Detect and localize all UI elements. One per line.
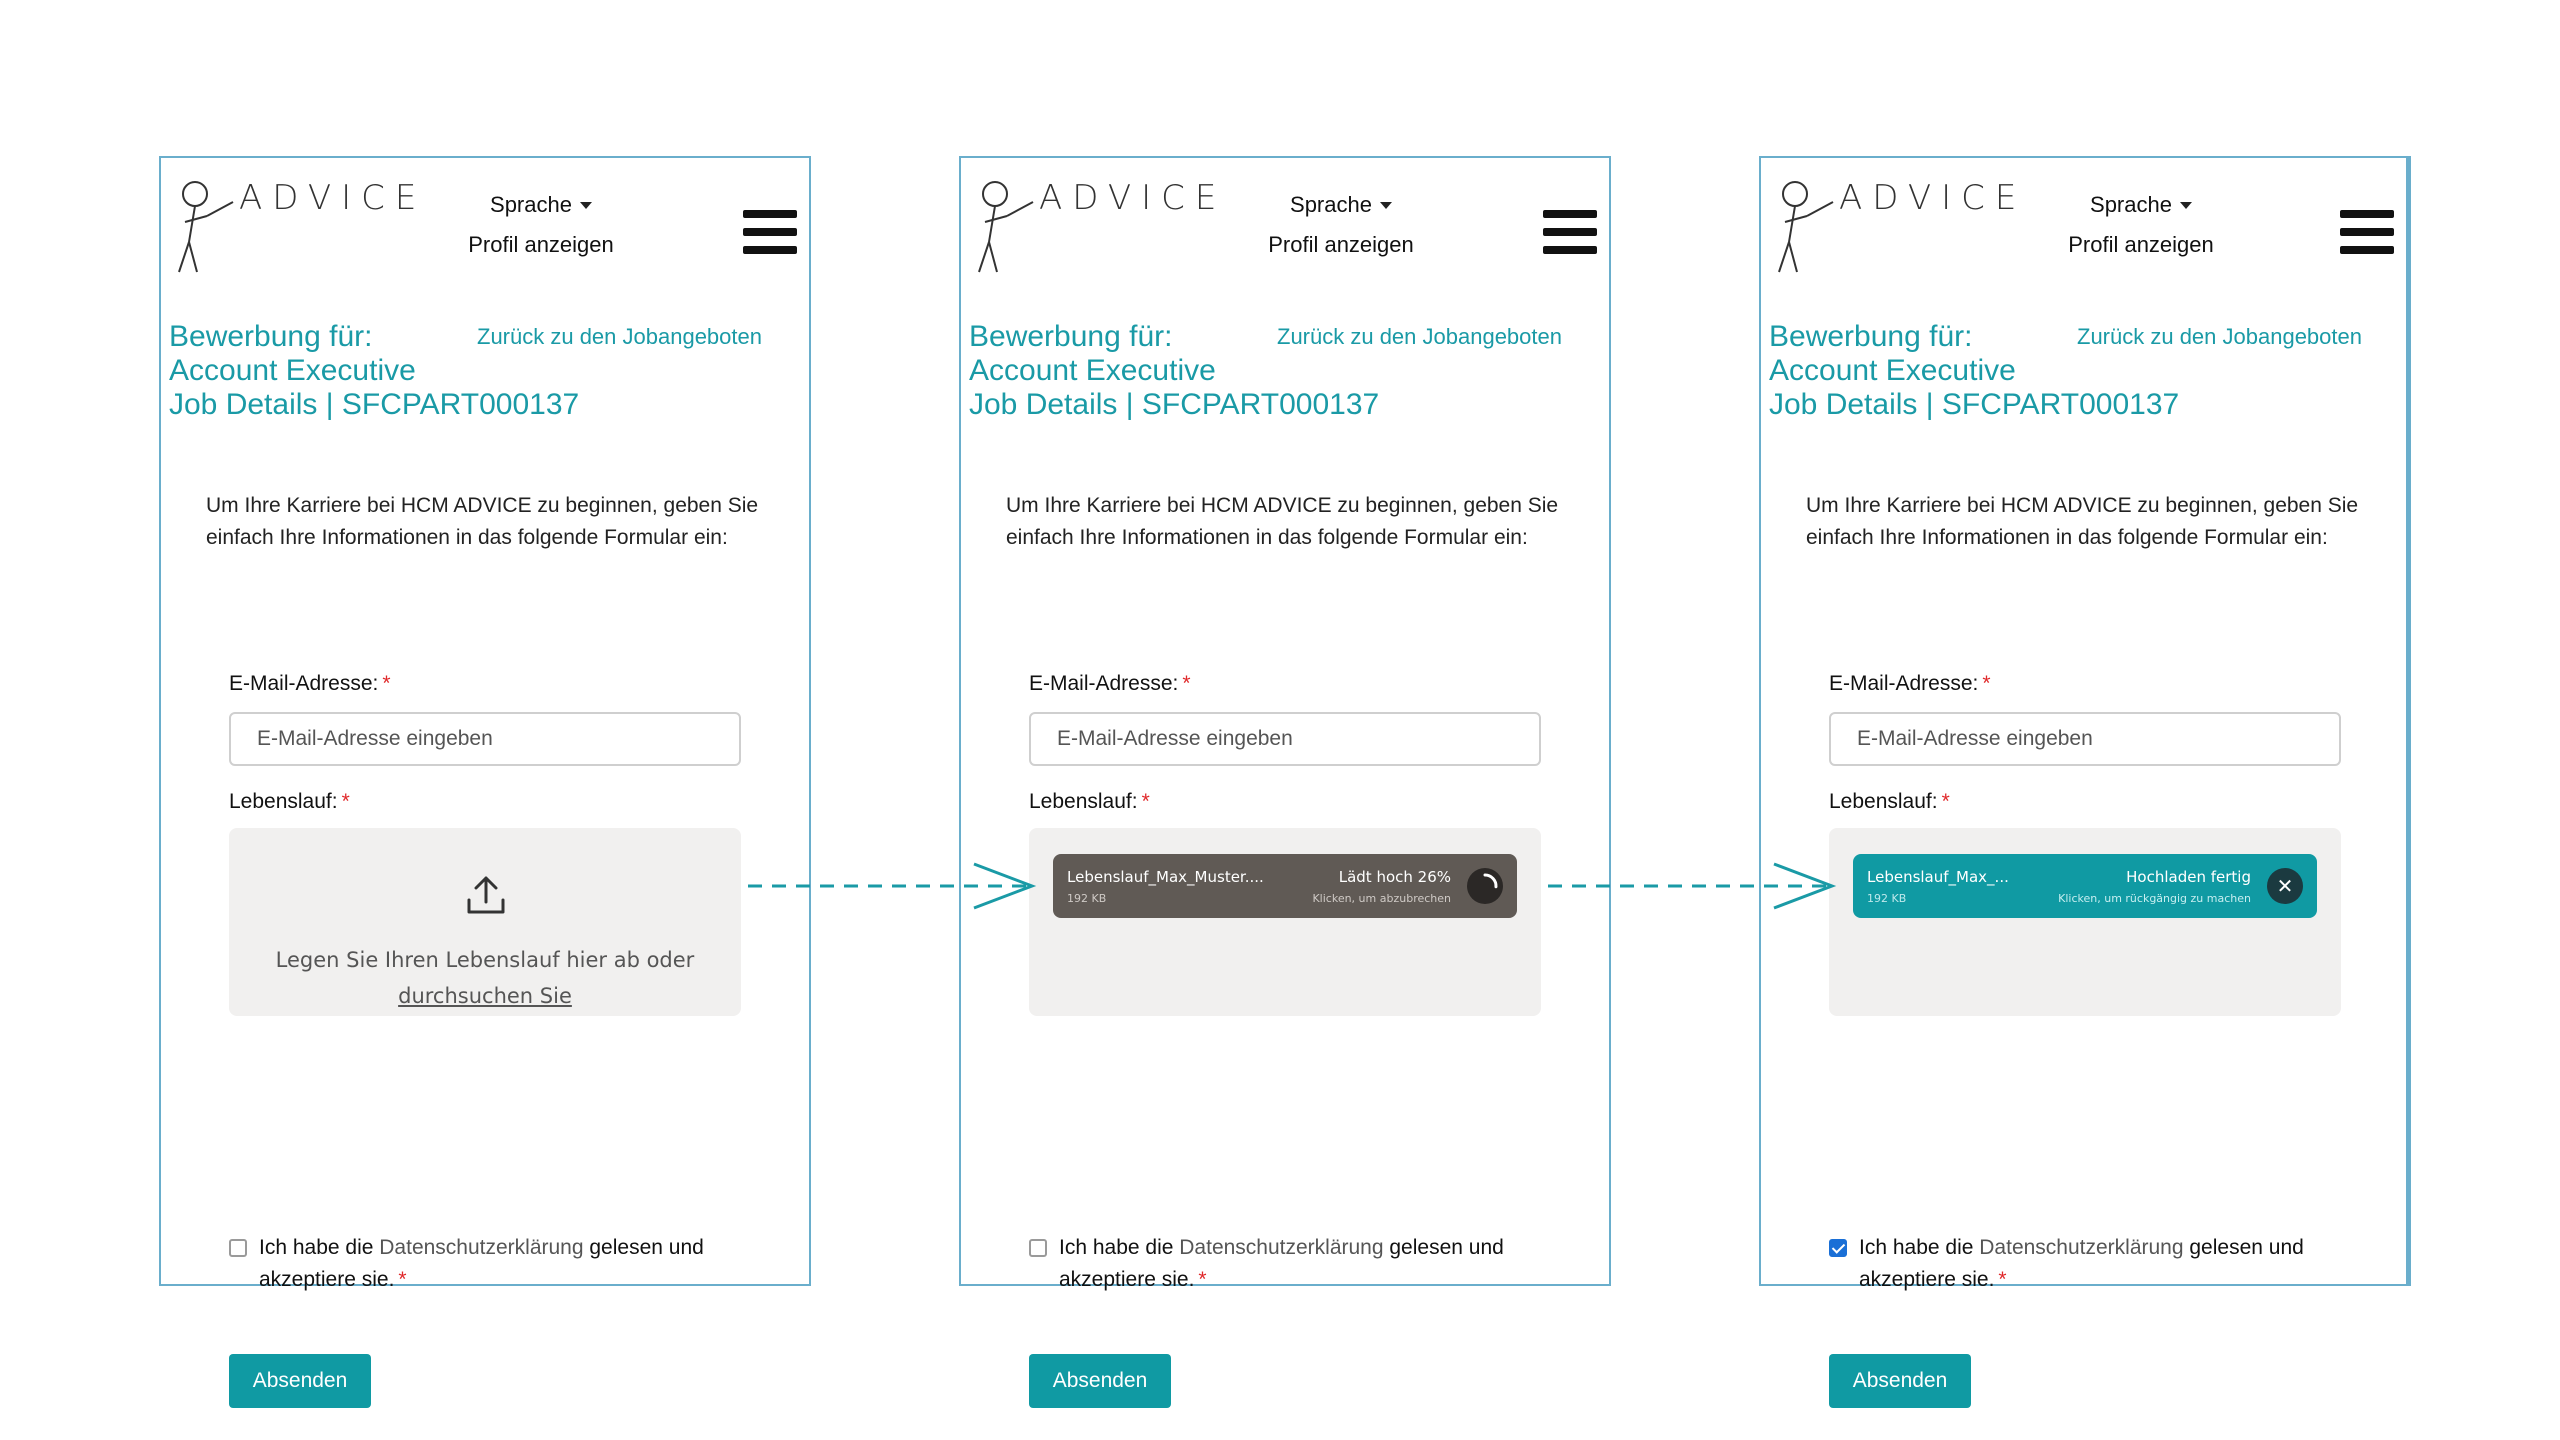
language-dropdown[interactable]	[2090, 192, 2192, 218]
email-label: E-Mail-Adresse: *	[229, 672, 391, 695]
back-to-jobs-link[interactable]: Zurück zu den Jobangeboten	[1277, 324, 1562, 349]
logo-wordmark: ADVICE	[239, 178, 427, 218]
job-title-line1: Bewerbung für:	[169, 320, 373, 353]
language-label: Sprache	[1290, 192, 1372, 217]
top-nav	[2031, 192, 2251, 258]
job-title-line2: Account Executive	[169, 354, 416, 387]
intro-text: Um Ihre Karriere bei HCM ADVICE zu beginnen, geben Sie einfach Ihre Informationen in das folgende Formular ein:	[1806, 494, 2359, 549]
cv-label: Lebenslauf: *	[1829, 790, 1950, 813]
browse-link[interactable]: durchsuchen Sie	[398, 984, 572, 1008]
cv-label: Lebenslauf: *	[1029, 790, 1150, 813]
dropzone-text: Legen Sie Ihren Lebenslauf hier ab oder durchsuchen Sie	[229, 942, 741, 1014]
close-icon[interactable]: ✕	[2267, 868, 2303, 904]
file-name: Lebenslauf_Max_...	[1867, 868, 2009, 886]
required-mark: *	[382, 672, 391, 695]
intro-text: Um Ihre Karriere bei HCM ADVICE zu beginnen, geben Sie einfach Ihre Informationen in das folgende Formular ein:	[206, 494, 759, 549]
email-input[interactable]	[1029, 712, 1541, 766]
form-panel-state-uploading	[959, 156, 1611, 1392]
job-title-line2: Account Executive	[969, 354, 1216, 387]
form-panel-state-empty	[159, 156, 811, 1392]
language-label: Sprache	[490, 192, 572, 217]
upload-hint: Klicken, um rückgängig zu machen	[2058, 892, 2251, 905]
email-input[interactable]	[229, 712, 741, 766]
hamburger-menu-icon[interactable]	[743, 210, 797, 254]
required-mark: *	[1982, 672, 1991, 695]
privacy-policy-link[interactable]: Datenschutzerklärung	[1979, 1236, 2184, 1259]
job-title-line3[interactable]: Job Details | SFCPART000137	[169, 388, 580, 421]
required-mark: *	[1998, 1268, 2007, 1291]
logo-wordmark: ADVICE	[1839, 178, 2027, 218]
job-title-line2: Account Executive	[1769, 354, 2016, 387]
back-to-jobs-link[interactable]: Zurück zu den Jobangeboten	[477, 324, 762, 349]
back-to-jobs-link[interactable]: Zurück zu den Jobangeboten	[2077, 324, 2362, 349]
required-mark: *	[398, 1268, 407, 1291]
job-title-line1: Bewerbung für:	[1769, 320, 1973, 353]
profile-link[interactable]: Profil anzeigen	[2068, 232, 2214, 257]
stick-figure-icon	[1775, 172, 1839, 282]
consent-row: Ich habe die Datenschutzerklärung gelesen und akzeptiere sie. *	[1029, 1232, 1569, 1296]
flow-arrow-icon	[748, 856, 1038, 916]
caret-down-icon	[2180, 202, 2192, 209]
caret-down-icon	[580, 202, 592, 209]
email-label: E-Mail-Adresse: *	[1829, 672, 1991, 695]
top-nav	[1231, 192, 1451, 258]
email-input[interactable]	[1829, 712, 2341, 766]
hamburger-menu-icon[interactable]	[1543, 210, 1597, 254]
required-mark: *	[1141, 790, 1150, 813]
advice-logo	[1775, 172, 2027, 282]
top-nav	[431, 192, 651, 258]
stick-figure-icon	[175, 172, 239, 282]
submit-button[interactable]: Absenden	[1829, 1354, 1971, 1408]
upload-status: Lädt hoch 26%	[1338, 868, 1451, 886]
required-mark: *	[1198, 1268, 1207, 1291]
form-panel-state-done	[1759, 156, 2411, 1392]
intro-text: Um Ihre Karriere bei HCM ADVICE zu beginnen, geben Sie einfach Ihre Informationen in das folgende Formular ein:	[1006, 494, 1559, 549]
privacy-policy-link[interactable]: Datenschutzerklärung	[379, 1236, 584, 1259]
file-size: 192 KB	[1067, 892, 1107, 905]
cv-dropzone[interactable]	[1029, 828, 1541, 1016]
advice-logo	[975, 172, 1227, 282]
upload-hint: Klicken, um abzubrechen	[1312, 892, 1451, 905]
logo-wordmark: ADVICE	[1039, 178, 1227, 218]
consent-checkbox[interactable]	[1829, 1239, 1847, 1257]
email-label: E-Mail-Adresse: *	[1029, 672, 1191, 695]
language-dropdown[interactable]	[490, 192, 592, 218]
advice-logo	[175, 172, 427, 282]
upload-status: Hochladen fertig	[2126, 868, 2251, 886]
hamburger-menu-icon[interactable]	[2340, 210, 2394, 254]
caret-down-icon	[1380, 202, 1392, 209]
stick-figure-icon	[975, 172, 1039, 282]
required-mark: *	[1182, 672, 1191, 695]
progress-spinner-icon[interactable]	[1467, 868, 1503, 904]
privacy-policy-link[interactable]: Datenschutzerklärung	[1179, 1236, 1384, 1259]
cv-label: Lebenslauf: *	[229, 790, 350, 813]
consent-row: Ich habe die Datenschutzerklärung gelesen und akzeptiere sie. *	[1829, 1232, 2369, 1296]
file-upload-item[interactable]	[1053, 854, 1517, 918]
profile-link[interactable]: Profil anzeigen	[468, 232, 614, 257]
job-title-line1: Bewerbung für:	[969, 320, 1173, 353]
flow-arrow-icon	[1548, 856, 1838, 916]
upload-icon	[465, 874, 507, 916]
required-mark: *	[341, 790, 350, 813]
file-upload-item[interactable]	[1853, 854, 2317, 918]
submit-button[interactable]: Absenden	[1029, 1354, 1171, 1408]
file-name: Lebenslauf_Max_Muster....	[1067, 868, 1264, 886]
submit-button[interactable]: Absenden	[229, 1354, 371, 1408]
cv-dropzone[interactable]	[229, 828, 741, 1016]
required-mark: *	[1941, 790, 1950, 813]
cv-dropzone[interactable]	[1829, 828, 2341, 1016]
consent-checkbox[interactable]	[229, 1239, 247, 1257]
language-label: Sprache	[2090, 192, 2172, 217]
consent-checkbox[interactable]	[1029, 1239, 1047, 1257]
job-title-line3[interactable]: Job Details | SFCPART000137	[1769, 388, 2180, 421]
file-size: 192 KB	[1867, 892, 1907, 905]
profile-link[interactable]: Profil anzeigen	[1268, 232, 1414, 257]
language-dropdown[interactable]	[1290, 192, 1392, 218]
consent-row: Ich habe die Datenschutzerklärung gelesen und akzeptiere sie. *	[229, 1232, 769, 1296]
job-title-line3[interactable]: Job Details | SFCPART000137	[969, 388, 1380, 421]
